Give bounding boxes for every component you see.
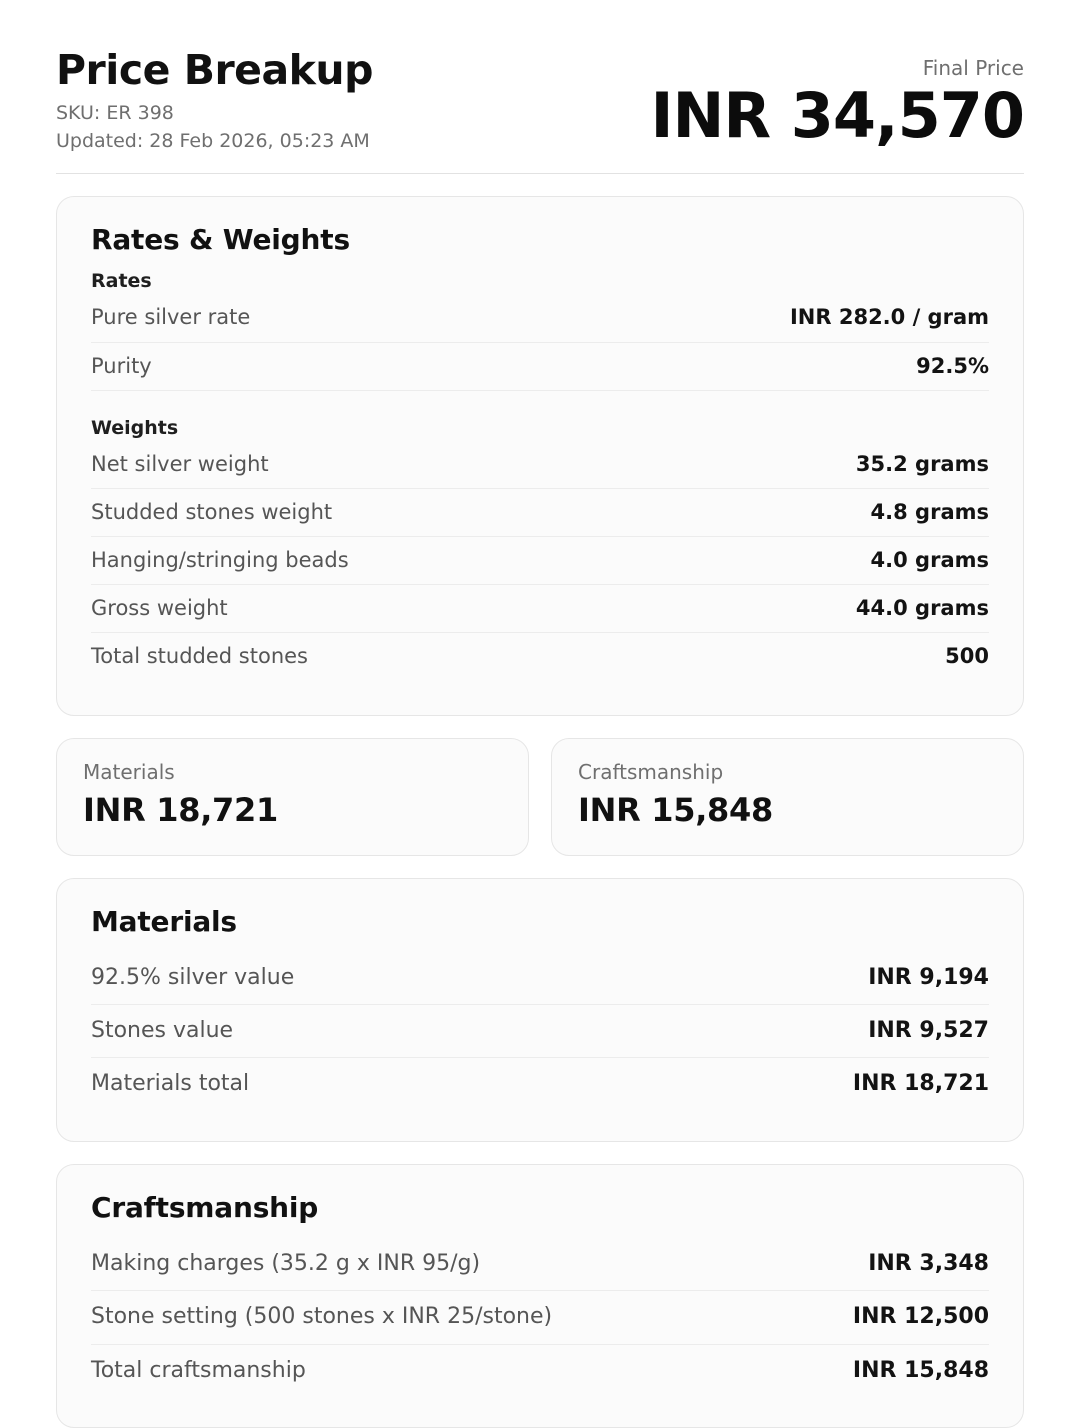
materials-card: [56, 878, 1024, 1142]
table-row: [91, 1345, 989, 1397]
table-row: [91, 952, 989, 1005]
table-row: [91, 441, 989, 489]
row-value: INR 18,721: [852, 1071, 989, 1097]
materials-title: Materials: [91, 904, 237, 938]
page-title: Price Breakup: [56, 46, 373, 94]
row-label: Hanging/stringing beads: [91, 548, 349, 573]
craftsmanship-card: [56, 1164, 1024, 1428]
row-label: Stones value: [91, 1018, 234, 1044]
row-label: Gross weight: [91, 596, 228, 621]
table-row: [91, 1005, 989, 1058]
rates-weights-title: Rates & Weights: [91, 223, 350, 257]
updated-text: Updated: 28 Feb 2026, 05:23 AM: [56, 129, 370, 152]
tile-value: INR 18,721: [83, 790, 278, 829]
row-value: INR 15,848: [852, 1357, 989, 1383]
row-value: 500: [945, 644, 989, 669]
tile-craftsmanship: [551, 738, 1024, 856]
table-row: [91, 343, 989, 391]
row-label: Pure silver rate: [91, 305, 251, 330]
row-value: INR 9,527: [868, 1018, 989, 1044]
header-right: [650, 46, 1024, 152]
tile-value: INR 15,848: [578, 790, 773, 829]
final-price-label: Final Price: [922, 56, 1024, 80]
row-value: INR 9,194: [868, 964, 989, 990]
row-value: INR 12,500: [852, 1304, 989, 1330]
row-value: 4.8 grams: [870, 499, 989, 524]
row-label: Total craftsmanship: [91, 1357, 306, 1383]
row-label: 92.5% silver value: [91, 964, 295, 990]
row-value: 35.2 grams: [855, 451, 989, 476]
row-value: 44.0 grams: [855, 596, 989, 621]
header-left: [56, 46, 373, 155]
row-label: Materials total: [91, 1071, 250, 1097]
summary-tiles: [56, 738, 1024, 856]
row-value: 92.5%: [916, 353, 989, 378]
tile-materials: [56, 738, 529, 856]
page-header: [56, 46, 1024, 174]
table-row: [91, 585, 989, 633]
row-label: Making charges (35.2 g x INR 95/g): [91, 1250, 481, 1276]
row-label: Net silver weight: [91, 451, 269, 476]
table-row: [91, 633, 989, 680]
row-label: Purity: [91, 353, 152, 378]
row-label: Stone setting (500 stones x INR 25/stone): [91, 1304, 553, 1330]
row-value: 4.0 grams: [870, 548, 989, 573]
tile-label: Craftsmanship: [578, 759, 724, 784]
weights-group-label: Weights: [91, 416, 179, 439]
table-row: [91, 537, 989, 585]
row-value: INR 3,348: [868, 1250, 989, 1276]
table-row: [91, 1238, 989, 1291]
row-label: Total studded stones: [91, 644, 308, 669]
craftsmanship-title: Craftsmanship: [91, 1190, 319, 1224]
row-label: Studded stones weight: [91, 499, 333, 524]
rates-weights-card: [56, 196, 1024, 715]
sku-text: SKU: ER 398: [56, 102, 174, 125]
row-value: INR 282.0 / gram: [789, 305, 989, 330]
table-row: [91, 1291, 989, 1344]
table-row: [91, 1058, 989, 1110]
table-row: [91, 294, 989, 342]
rates-group-label: Rates: [91, 270, 152, 293]
table-row: [91, 489, 989, 537]
tile-label: Materials: [83, 759, 175, 784]
final-price-value: INR 34,570: [650, 79, 1024, 152]
